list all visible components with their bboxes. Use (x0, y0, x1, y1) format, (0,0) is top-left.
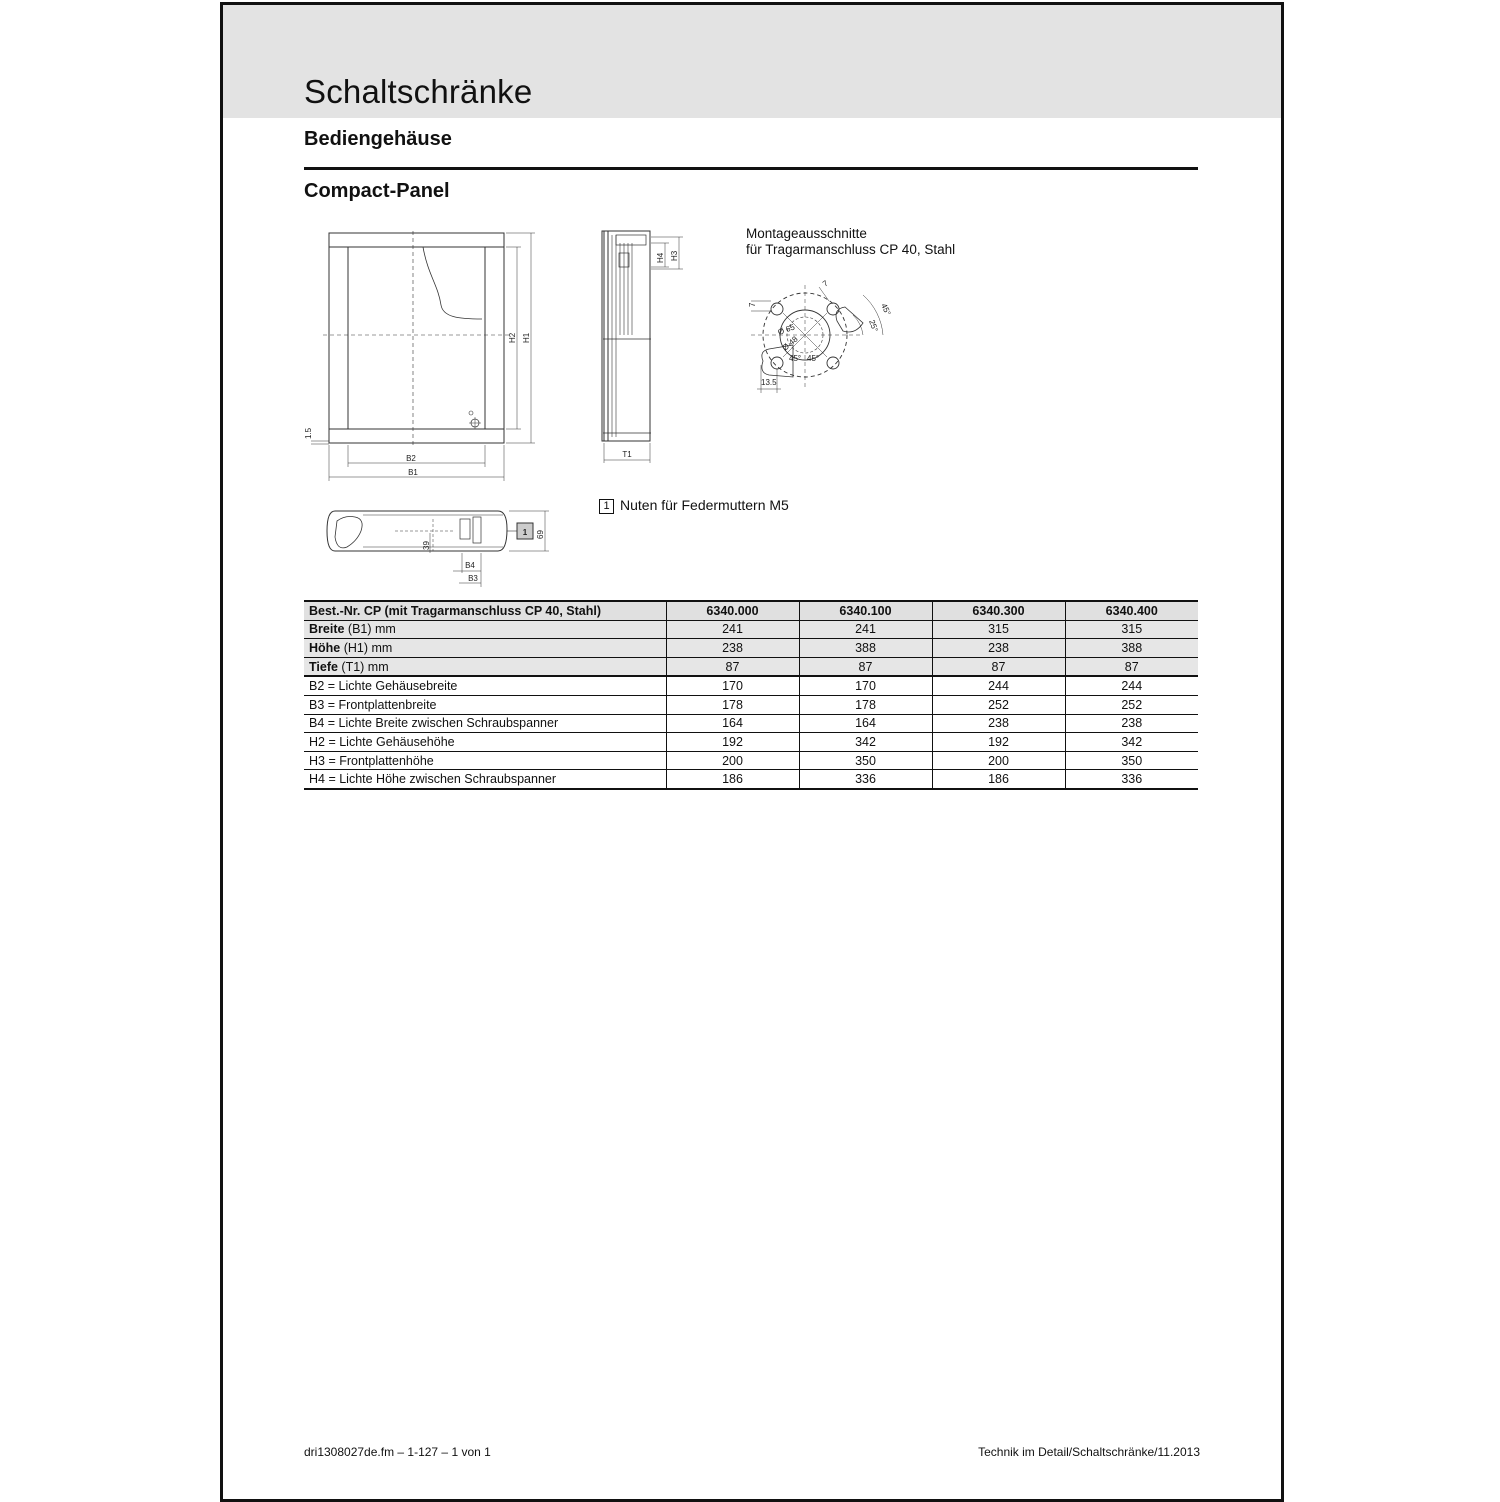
table-header-cell: Best.-Nr. CP (mit Tragarmanschluss CP 40, Stahl) (304, 601, 666, 620)
table-cell: 350 (799, 751, 932, 770)
mounting-caption (746, 226, 955, 258)
footer-doc-info: Technik im Detail/Schaltschränke/11.2013 (978, 1445, 1200, 1459)
dim-25: 25° (867, 318, 880, 334)
dim-45-outer: 45° (879, 302, 893, 317)
dim-69: 69 (536, 530, 545, 539)
table-cell: 388 (1065, 639, 1198, 658)
table-row (304, 770, 1198, 789)
table-cell: 238 (666, 639, 799, 658)
table-cell: 342 (1065, 733, 1198, 752)
table-cell: 342 (799, 733, 932, 752)
table-cell: 87 (666, 657, 799, 676)
table-cell: 200 (666, 751, 799, 770)
table-cell: 315 (1065, 620, 1198, 639)
dim-h4: H4 (656, 252, 665, 263)
table-cell: 244 (1065, 676, 1198, 695)
callout-1: 1 (522, 528, 528, 537)
table-row (304, 620, 1198, 639)
technical-drawings (223, 5, 1281, 605)
row-label: Tiefe (T1) mm (304, 657, 666, 676)
dim-1-5: 1.5 (304, 427, 313, 439)
row-label: Höhe (H1) mm (304, 639, 666, 658)
table-cell: 178 (666, 695, 799, 714)
spec-table (304, 600, 1198, 790)
dim-7-top: 7 (820, 278, 830, 289)
table-row (304, 639, 1198, 658)
table-cell: 252 (1065, 695, 1198, 714)
dim-h1: H1 (522, 332, 531, 343)
table-cell: 252 (932, 695, 1065, 714)
table-cell: 186 (666, 770, 799, 789)
table-cell: 200 (932, 751, 1065, 770)
dim-b4: B4 (465, 561, 475, 570)
table-cell: 244 (932, 676, 1065, 695)
table-cell: 87 (932, 657, 1065, 676)
table-cell: 238 (932, 714, 1065, 733)
table-cell: 350 (1065, 751, 1198, 770)
side-view-drawing (602, 231, 683, 463)
front-view-drawing (311, 231, 535, 481)
dim-b1: B1 (408, 468, 418, 477)
dim-45-right: 45° (807, 354, 820, 363)
dim-b2: B2 (406, 454, 416, 463)
table-cell: 192 (666, 733, 799, 752)
table-header-row (304, 601, 1198, 620)
row-label: B3 = Frontplattenbreite (304, 695, 666, 714)
legend-note (599, 497, 789, 514)
table-cell: 238 (1065, 714, 1198, 733)
row-label: H3 = Frontplattenhöhe (304, 751, 666, 770)
row-label: B2 = Lichte Gehäusebreite (304, 676, 666, 695)
table-cell: 315 (932, 620, 1065, 639)
dim-t1: T1 (622, 450, 632, 459)
table-cell: 170 (799, 676, 932, 695)
table-cell: 87 (1065, 657, 1198, 676)
dim-39: 39 (422, 541, 431, 550)
legend-number: 1 (599, 499, 614, 514)
table-header-cell: 6340.300 (932, 601, 1065, 620)
table-cell: 241 (666, 620, 799, 639)
row-label: H2 = Lichte Gehäusehöhe (304, 733, 666, 752)
table-cell: 164 (799, 714, 932, 733)
table-header-cell: 6340.100 (799, 601, 932, 620)
document-page (220, 2, 1284, 1502)
page-title: Schaltschränke (304, 73, 533, 110)
dim-h2: H2 (508, 332, 517, 343)
table-cell: 241 (799, 620, 932, 639)
table-header-cell: 6340.000 (666, 601, 799, 620)
mounting-cutout-drawing (751, 285, 883, 393)
table-row (304, 733, 1198, 752)
table-cell: 87 (799, 657, 932, 676)
table-header-cell: 6340.400 (1065, 601, 1198, 620)
row-label: B4 = Lichte Breite zwischen Schraubspanner (304, 714, 666, 733)
dim-dia-48: Ø 48 (780, 334, 800, 353)
table-cell: 238 (932, 639, 1065, 658)
dim-dia-65: Ø 65 (776, 322, 796, 337)
page-subtitle: Bediengehäuse (304, 128, 452, 150)
dim-b3: B3 (468, 574, 478, 583)
table-row (304, 695, 1198, 714)
footer-file-info: dri1308027de.fm – 1-127 – 1 von 1 (304, 1445, 491, 1459)
table-row (304, 676, 1198, 695)
table-cell: 170 (666, 676, 799, 695)
table-cell: 192 (932, 733, 1065, 752)
dim-13-5: 13.5 (761, 378, 777, 387)
row-label: Breite (B1) mm (304, 620, 666, 639)
dim-h3: H3 (670, 250, 679, 261)
table-cell: 164 (666, 714, 799, 733)
dim-45-left: 45° (789, 354, 802, 363)
table-row (304, 657, 1198, 676)
dim-7-left: 7 (748, 302, 757, 307)
table-cell: 336 (1065, 770, 1198, 789)
table-cell: 178 (799, 695, 932, 714)
table-row (304, 751, 1198, 770)
table-cell: 336 (799, 770, 932, 789)
table-cell: 388 (799, 639, 932, 658)
table-cell: 186 (932, 770, 1065, 789)
row-label: H4 = Lichte Höhe zwischen Schraubspanner (304, 770, 666, 789)
caption-line-1: Montageausschnitte (746, 226, 867, 241)
legend-text: Nuten für Federmuttern M5 (620, 497, 789, 513)
section-title: Compact-Panel (304, 180, 450, 202)
table-row (304, 714, 1198, 733)
caption-line-2: für Tragarmanschluss CP 40, Stahl (746, 242, 956, 257)
top-view-drawing (327, 511, 549, 587)
